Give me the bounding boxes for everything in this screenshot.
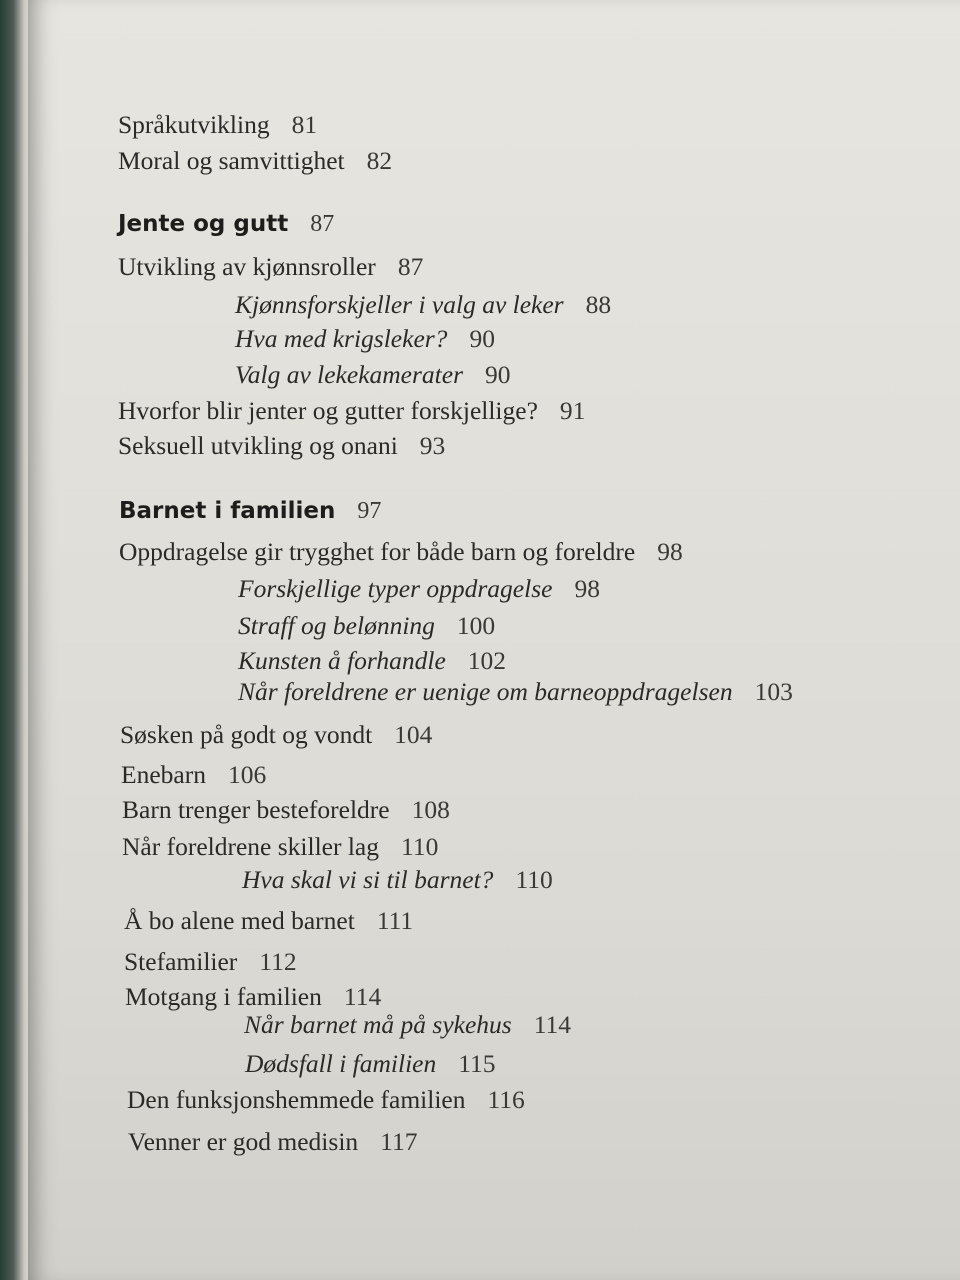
toc-entry bbox=[118, 433, 445, 459]
toc-entry-page: 91 bbox=[559, 396, 586, 425]
toc-chapter-heading bbox=[119, 499, 381, 523]
toc-subentry-page: 114 bbox=[533, 1010, 572, 1039]
toc-entry-title: Utvikling av kjønnsroller bbox=[118, 252, 376, 281]
toc-chapter-heading bbox=[118, 212, 334, 236]
toc-entry-title: Språkutvikling bbox=[118, 110, 270, 139]
toc-entry-title: Moral og samvittighet bbox=[118, 146, 345, 175]
toc-entry-page: 106 bbox=[227, 760, 267, 789]
toc-subentry bbox=[238, 679, 793, 705]
toc-entry-title: Oppdragelse gir trygghet for både barn og foreldre bbox=[119, 537, 636, 566]
toc-entry bbox=[118, 148, 392, 174]
toc-chapter-title: Barnet i familien bbox=[119, 498, 336, 524]
toc-chapter-page: 97 bbox=[357, 498, 382, 524]
toc-entry-page: 116 bbox=[487, 1085, 525, 1114]
toc-subentry-title: Straff og belønning bbox=[238, 611, 435, 640]
toc-entry-title: Barn trenger besteforeldre bbox=[122, 795, 390, 824]
toc-chapter-page: 87 bbox=[310, 211, 335, 237]
toc-subentry bbox=[238, 648, 506, 674]
toc-entry bbox=[122, 834, 438, 860]
toc-entry-title: Venner er god medisin bbox=[128, 1127, 359, 1156]
toc-subentry bbox=[235, 292, 611, 318]
toc-entry bbox=[120, 722, 432, 748]
toc-subentry-page: 90 bbox=[485, 360, 511, 389]
toc-subentry-title: Hva skal vi si til barnet? bbox=[242, 865, 494, 894]
toc-subentry bbox=[235, 326, 495, 352]
toc-subentry-title: Når barnet må på sykehus bbox=[244, 1010, 512, 1039]
toc-entry-page: 117 bbox=[380, 1127, 418, 1156]
toc-subentry bbox=[235, 362, 511, 388]
toc-entry bbox=[125, 984, 381, 1010]
toc-entry bbox=[118, 112, 317, 138]
toc-entry-title: Når foreldrene skiller lag bbox=[122, 832, 380, 861]
toc-entry-title: Søsken på godt og vondt bbox=[120, 720, 373, 749]
toc-subentry bbox=[245, 1051, 496, 1077]
toc-subentry-page: 102 bbox=[467, 646, 507, 675]
toc-subentry-title: Kunsten å forhandle bbox=[238, 646, 446, 675]
toc-entry bbox=[119, 539, 683, 565]
toc-entry bbox=[118, 398, 585, 424]
toc-entry bbox=[118, 254, 423, 280]
toc-entry-page: 110 bbox=[401, 832, 439, 861]
toc-subentry-title: Når foreldrene er uenige om barneoppdragelsen bbox=[238, 677, 733, 706]
toc-subentry-page: 88 bbox=[585, 290, 612, 319]
toc-subentry-page: 103 bbox=[754, 677, 793, 706]
toc-entry-page: 111 bbox=[376, 906, 414, 935]
toc-entry-title: Stefamilier bbox=[124, 947, 238, 976]
toc-entry-title: Enebarn bbox=[121, 760, 206, 789]
toc-subentry-page: 110 bbox=[515, 865, 553, 894]
toc-entry-page: 93 bbox=[419, 431, 446, 460]
toc-entry-page: 82 bbox=[366, 146, 393, 175]
toc-subentry-page: 100 bbox=[456, 611, 496, 640]
toc-entry-title: Motgang i familien bbox=[125, 982, 322, 1011]
toc-entry-title: Seksuell utvikling og onani bbox=[118, 431, 398, 460]
toc-entry bbox=[124, 908, 413, 934]
toc-entry-page: 81 bbox=[291, 110, 318, 139]
toc-entry bbox=[128, 1129, 417, 1155]
toc-entry-page: 108 bbox=[411, 795, 450, 824]
toc-entry-title: Hvorfor blir jenter og gutter forskjellige? bbox=[118, 396, 538, 425]
toc-entry-title: Den funksjonshemmede familien bbox=[127, 1085, 466, 1114]
toc-subentry-title: Kjønnsforskjeller i valg av leker bbox=[235, 290, 564, 319]
toc-subentry-title: Forskjellige typer oppdragelse bbox=[238, 574, 553, 603]
toc-entry-page: 104 bbox=[394, 720, 433, 749]
toc-entry bbox=[124, 949, 297, 975]
toc-chapter-title: Jente og gutt bbox=[118, 211, 289, 237]
toc-entry-page: 87 bbox=[397, 252, 424, 281]
toc-subentry-title: Valg av lekekamerater bbox=[235, 360, 463, 389]
toc-entry-title: Å bo alene med barnet bbox=[124, 906, 355, 935]
toc-subentry-page: 90 bbox=[469, 324, 495, 353]
toc-entry bbox=[122, 797, 450, 823]
toc-subentry bbox=[238, 613, 495, 639]
toc-entry-page: 98 bbox=[657, 537, 683, 566]
toc-entry bbox=[121, 762, 266, 788]
toc-subentry bbox=[238, 576, 600, 602]
toc-subentry-page: 98 bbox=[574, 574, 600, 603]
toc-subentry bbox=[244, 1012, 571, 1038]
toc-entry bbox=[127, 1087, 525, 1113]
toc-subentry-page: 115 bbox=[458, 1049, 496, 1078]
toc-subentry-title: Hva med krigsleker? bbox=[235, 324, 448, 353]
toc-subentry bbox=[242, 867, 553, 893]
toc-entry-page: 112 bbox=[259, 947, 297, 976]
toc-subentry-title: Dødsfall i familien bbox=[245, 1049, 437, 1078]
toc-entry-page: 114 bbox=[343, 982, 382, 1011]
